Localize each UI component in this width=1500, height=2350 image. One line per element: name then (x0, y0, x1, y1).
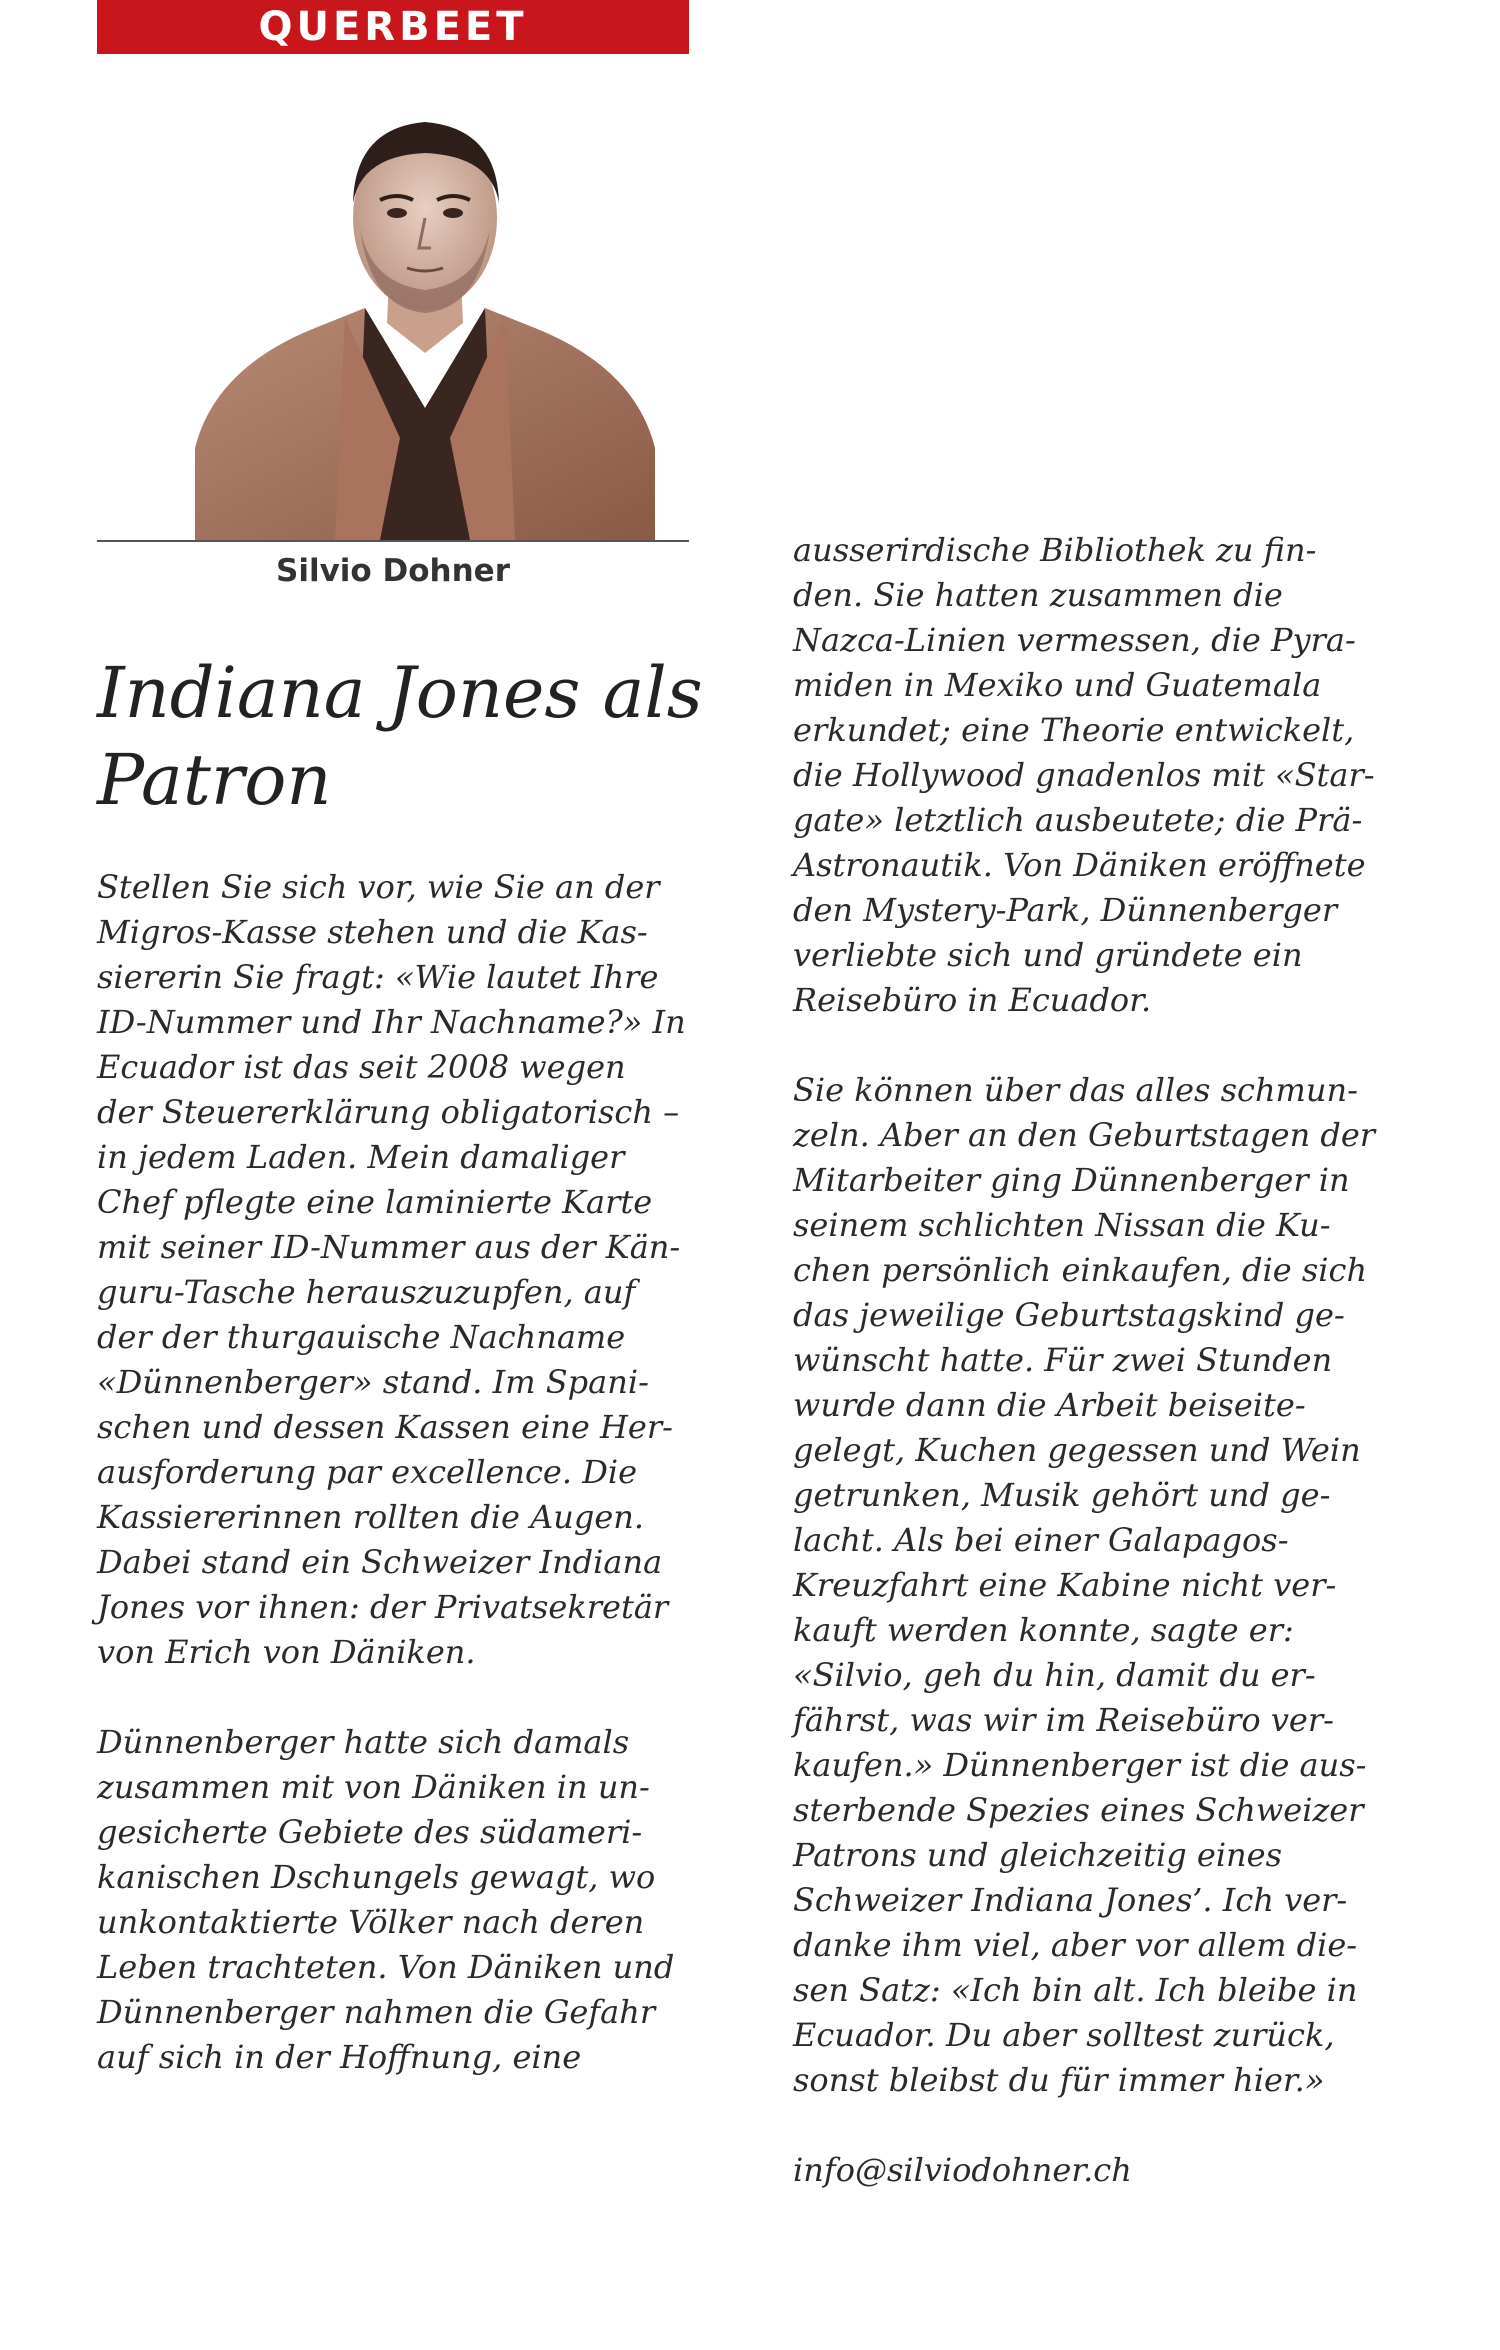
text-line: fährst, was wir im Reisebüro ver- (793, 1701, 1334, 1739)
portrait-divider (97, 540, 689, 542)
text-line: Ecuador. Du aber solltest zurück, (793, 2016, 1335, 2054)
text-line: die Hollywood gnadenlos mit «Star- (793, 756, 1375, 794)
text-line: den Mystery-Park, Dünnenberger (793, 891, 1338, 929)
text-line: Ecuador ist das seit 2008 wegen (97, 1048, 626, 1086)
text-line: von Erich von Däniken. (97, 1633, 476, 1671)
paragraph (793, 528, 1403, 1023)
text-line: wünscht hatte. Für zwei Stunden (793, 1341, 1333, 1379)
text-line: ID-Nummer und Ihr Nachname?» In (97, 1003, 686, 1041)
text-line: in jedem Laden. Mein damaliger (97, 1138, 625, 1176)
text-line: mit seiner ID-Nummer aus der Kän- (97, 1228, 681, 1266)
article-column-2 (793, 528, 1403, 2193)
text-line: ausserirdische Bibliothek zu fin- (793, 531, 1317, 569)
text-line: zusammen mit von Däniken in un- (97, 1768, 650, 1806)
text-line: verliebte sich und gründete ein (793, 936, 1303, 974)
text-line: kaufen.» Dünnenberger ist die aus- (793, 1746, 1367, 1784)
text-line: zeln. Aber an den Geburtstagen der (793, 1116, 1376, 1154)
author-portrait (195, 108, 655, 540)
text-line: getrunken, Musik gehört und ge- (793, 1476, 1331, 1514)
text-line: siererin Sie fragt: «Wie lautet Ihre (97, 958, 659, 996)
text-line: Reisebüro in Ecuador. (793, 981, 1152, 1019)
text-line: Jones vor ihnen: der Privatsekretär (97, 1588, 669, 1626)
text-line: Mitarbeiter ging Dünnenberger in (793, 1161, 1350, 1199)
text-line: Astronautik. Von Däniken eröffnete (793, 846, 1366, 884)
text-line: kanischen Dschungels gewagt, wo (97, 1858, 656, 1896)
text-line: Leben trachteten. Von Däniken und (97, 1948, 675, 1986)
text-line: danke ihm viel, aber vor allem die- (793, 1926, 1358, 1964)
text-line: Nazca-Linien vermessen, die Pyra- (793, 621, 1356, 659)
article-headline (97, 650, 717, 824)
author-name: Silvio Dohner (276, 553, 510, 589)
paragraph-gap (97, 1675, 707, 1720)
text-line: schen und dessen Kassen eine Her- (97, 1408, 673, 1446)
text-line: Schweizer Indiana Jones’. Ich ver- (793, 1881, 1348, 1919)
text-line: erkundet; eine Theorie entwickelt, (793, 711, 1355, 749)
text-line: auf sich in der Hoffnung, eine (97, 2038, 582, 2076)
text-line: Sie können über das alles schmun- (793, 1071, 1358, 1109)
text-line: wurde dann die Arbeit beiseite- (793, 1386, 1306, 1424)
text-line: seinem schlichten Nissan die Ku- (793, 1206, 1331, 1244)
text-line: chen persönlich einkaufen, die sich (793, 1251, 1368, 1289)
text-line: sonst bleibst du für immer hier.» (793, 2061, 1325, 2099)
text-line: gelegt, Kuchen gegessen und Wein (793, 1431, 1361, 1469)
text-line: Stellen Sie sich vor, wie Sie an der (97, 868, 660, 906)
text-line: der der thurgauische Nachname (97, 1318, 626, 1356)
headline-line: Patron (97, 739, 332, 821)
section-kicker: QUERBEET (97, 0, 689, 54)
text-line: guru-Tasche herauszuzupfen, auf (97, 1273, 636, 1311)
text-line: Migros-Kasse stehen und die Kas- (97, 913, 648, 951)
text-line: Dabei stand ein Schweizer Indiana (97, 1543, 663, 1581)
paragraph (793, 1068, 1403, 2103)
text-line: gesicherte Gebiete des südameri- (97, 1813, 643, 1851)
text-line: lacht. Als bei einer Galapagos- (793, 1521, 1289, 1559)
text-line: Kreuzfahrt eine Kabine nicht ver- (793, 1566, 1337, 1604)
text-line: sterbende Spezies eines Schweizer (793, 1791, 1364, 1829)
text-line: ausforderung par excellence. Die (97, 1453, 638, 1491)
paragraph (97, 1720, 707, 2080)
headline-line: Indiana Jones als (97, 652, 703, 734)
text-line: das jeweilige Geburtstagskind ge- (793, 1296, 1345, 1334)
text-line: «Dünnenberger» stand. Im Spani- (97, 1363, 649, 1401)
text-line: Kassiererinnen rollten die Augen. (97, 1498, 645, 1536)
text-line: der Steuererklärung obligatorisch – (97, 1093, 680, 1131)
text-line: Dünnenberger hatte sich damals (97, 1723, 630, 1761)
text-line: gate» letztlich ausbeutete; die Prä- (793, 801, 1363, 839)
text-line: Dünnenberger nahmen die Gefahr (97, 1993, 656, 2031)
paragraph-gap (793, 2103, 1403, 2148)
text-line: miden in Mexiko und Guatemala (793, 666, 1322, 704)
paragraph-gap (793, 1023, 1403, 1068)
text-line: den. Sie hatten zusammen die (793, 576, 1283, 614)
paragraph (97, 865, 707, 1675)
text-line: sen Satz: «Ich bin alt. Ich bleibe in (793, 1971, 1358, 2009)
author-email-link[interactable]: info@silviodohner.ch (793, 2151, 1132, 2189)
text-line: Patrons und gleichzeitig eines (793, 1836, 1283, 1874)
text-line: «Silvio, geh du hin, damit du er- (793, 1656, 1316, 1694)
article-column-1 (97, 865, 707, 2080)
text-line: kauft werden konnte, sagte er: (793, 1611, 1294, 1649)
text-line: Chef pflegte eine laminierte Karte (97, 1183, 653, 1221)
text-line: unkontaktierte Völker nach deren (97, 1903, 645, 1941)
